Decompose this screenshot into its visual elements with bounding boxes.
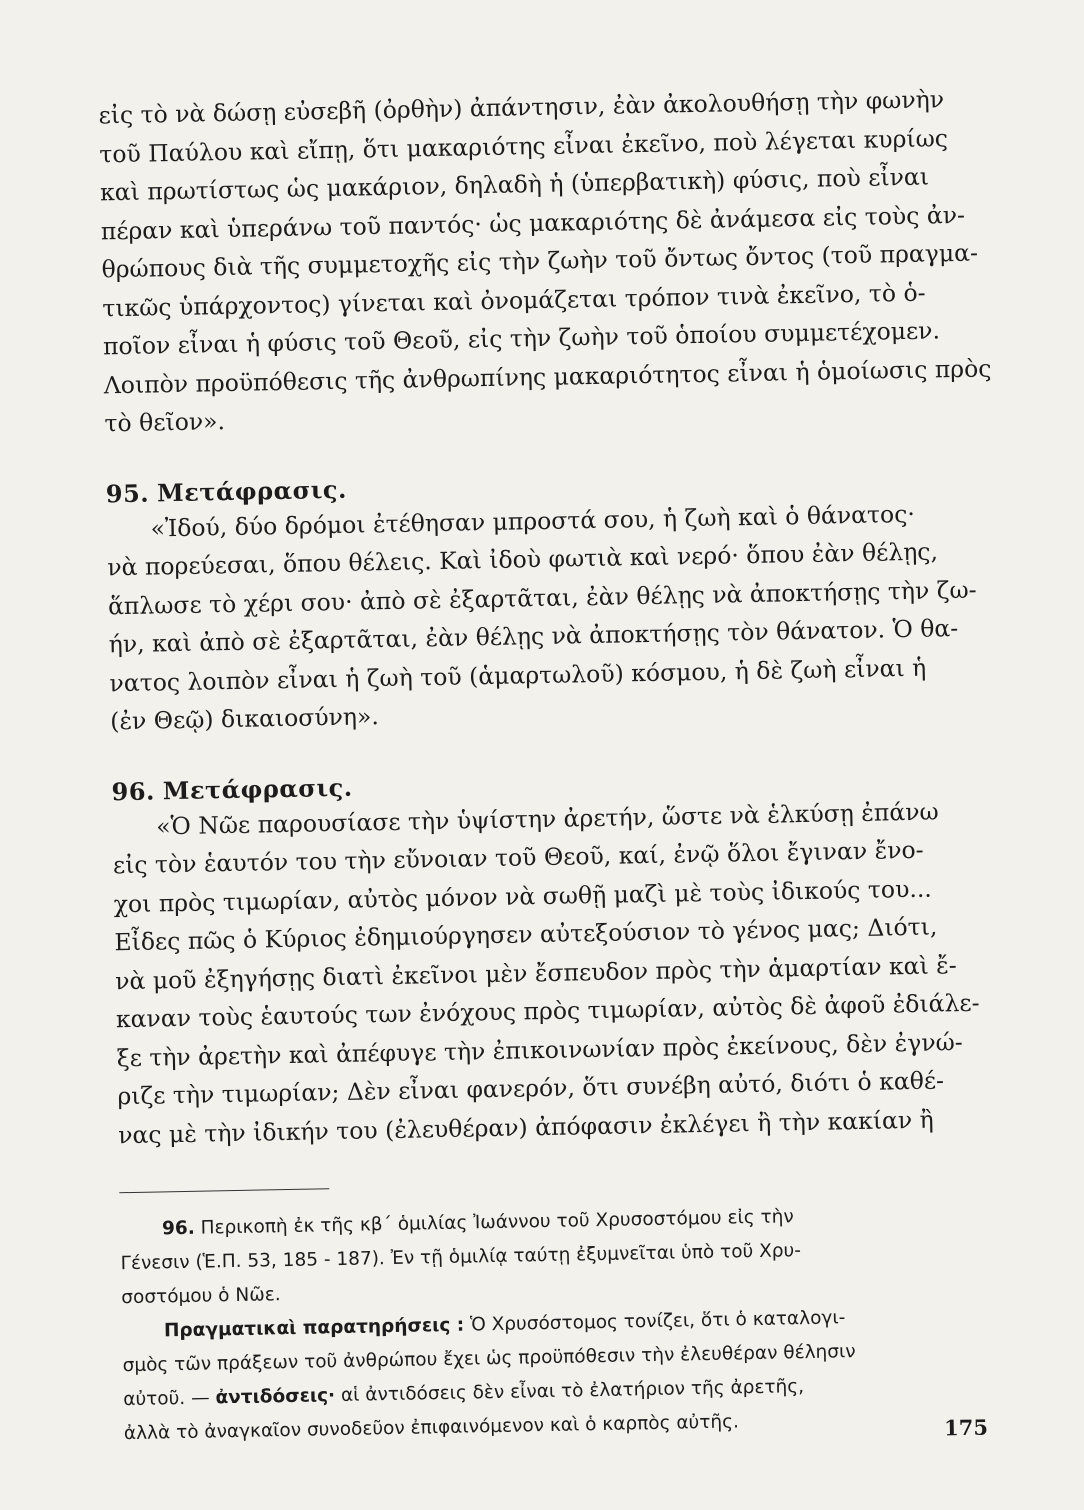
text-line: πέραν καὶ ὑπεράνω τοῦ παντός· ὡς μακαριότης δὲ ἀνάμεσα εἰς τοὺς ἀν- [100,200,966,245]
text-line: τικῶς ὑπάρχοντος) γίνεται καὶ ὀνομάζεται τρόπον τινὰ ἐκεῖνο, τὸ ὁ- [102,278,926,322]
footnote-ref-number: 96. [161,1217,195,1240]
text-line: τὸ θεῖον». [104,407,226,438]
text-line: ριζε τὴν τιμωρίαν; Δὲν εἶναι φανερόν, ὅτι συνέβη αὐτό, διότι ὁ καθέ- [117,1066,945,1111]
page-number: 175 [943,1414,989,1441]
footnote-line: σοστόμου ὁ Νῶε. [121,1284,281,1309]
footnote-divider [119,1188,329,1193]
text-line: θρώπους διὰ τῆς συμμετοχῆς εἰς τὴν ζωὴν τοῦ ὄντως ὄντος (τοῦ πραγμα- [101,238,979,284]
footnote-text: Περικοπὴ ἐκ τῆς κβ΄ ὁμιλίας Ἰωάννου τοῦ Χρυσοστόμου εἰς τὴν [200,1206,794,1239]
footnote-text: αὐτοῦ. — [123,1387,210,1411]
text-line: Εἶδες πῶς ὁ Κύριος ἐδημιούργησεν αὐτεξούσιον τὸ γένος μας; Διότι, [114,912,938,957]
term-label: ἀντιδόσεις· [215,1385,336,1409]
text-line: καναν τοὺς ἑαυτούς των ἐνόχους πρὸς τιμωρίαν, αὐτὸς δὲ ἀφοῦ ἐδιάλε- [115,988,980,1034]
text-line: ἅπλωσε τὸ χέρι σου· ἀπὸ σὲ ἐξαρτᾶται, ἐὰν θέλῃς νὰ ἀποκτήσῃς τὴν ζω- [107,575,977,620]
section-number: 96. [111,775,156,806]
text-line: καὶ πρωτίστως ὡς μακάριον, δηλαδὴ ἡ (ὑπερβατικὴ) φύσις, ποὺ εἶναι [99,162,930,207]
footnote-line: σμὸς τῶν πράξεων τοῦ ἀνθρώπου ἔχει ὡς προϋπόθεσιν τὴν ἐλευθέραν θέλησιν [122,1341,856,1377]
text-line: χοι πρὸς τιμωρίαν, αὐτὸς μόνον νὰ σωθῇ μαζὶ μὲ τοὺς ἰδικούς του... [113,874,932,918]
section-96-text [112,791,984,1154]
footnote-text: Ὁ Χρυσόστομος τονίζει, ὅτι ὁ καταλογι- [469,1307,846,1336]
text-line: νὰ μοῦ ἐξηγήσῃς διατὶ ἐκεῖνοι μὲν ἔσπευδον πρὸς τὴν ἁμαρτίαν καὶ ἔ- [114,950,957,995]
text-line: ποῖον εἶναι ἡ φύσις τοῦ Θεοῦ, εἰς τὴν ζωὴν τοῦ ὁποίου συμμετέχομεν. [102,316,941,361]
notes-label: Πραγματικαὶ παρατηρήσεις : [163,1314,465,1342]
text-line: ξε τὴν ἀρετὴν καὶ ἀπέφυγε τὴν ἐπικοινωνίαν πρὸς ἐκείνους, δὲν ἐγνώ- [116,1027,963,1072]
section-title: Μετάφρασις. [162,772,353,805]
text-line: (ἐν Θεῷ) δικαιοσύνη». [109,702,380,736]
text-line: «Ἰδού, δύο δρόμοι ἐτέθησαν μπροστά σου, ἡ ζωὴ καὶ ὁ θάνατος· [150,499,916,542]
section-title: Μετάφρασις. [156,474,348,507]
section-95-text [106,493,976,741]
text-line: «Ὁ Νῶε παρουσίασε τὴν ὑψίστην ἀρετήν, ὥστε νὰ ἑλκύσῃ ἐπάνω [155,796,939,840]
text-line: ήν, καὶ ἀπὸ σὲ ἐξαρτᾶται, ἐὰν θέλῃς νὰ ἀποκτήσῃς τὸν θάνατον. Ὁ θα- [108,614,959,659]
text-line: εἰς τὸ νὰ δώσῃ εὐσεβῆ (ὀρθὴν) ἀπάντησιν, ἐὰν ἀκολουθήσῃ τὴν φωνὴν [98,85,945,130]
footnote-line: Γένεσιν (Ἑ.Π. 53, 185 - 187). Ἐν τῇ ὁμιλίᾳ ταύτῃ ἐξυμνεῖται ὑπὸ τοῦ Χρυ- [120,1240,802,1275]
footnote-text: αἱ ἀντιδόσεις δὲν εἶναι τὸ ἐλατήριον τῆς ἀρετῆς, [340,1376,805,1407]
section-number: 95. [105,478,150,508]
section-94-continuation [98,80,992,443]
text-line: τοῦ Παύλου καὶ εἴπῃ, ὅτι μακαριότης εἶναι ἐκεῖνο, ποὺ λέγεται κυρίως [99,123,949,168]
footnote [120,1197,990,1452]
text-line: εἰς τὸν ἑαυτόν του τὴν εὔνοιαν τοῦ Θεοῦ, καί, ἐνῷ ὅλοι ἔγιναν ἔνο- [112,835,924,880]
text-line: νατος λοιπὸν εἶναι ἡ ζωὴ τοῦ (ἁμαρτωλοῦ) κόσμου, ἡ δὲ ζωὴ εἶναι ἡ [109,653,927,697]
text-line: Λοιπὸν προϋπόθεσις τῆς ἀνθρωπίνης μακαριότητος εἶναι ἡ ὁμοίωσις πρὸς [103,353,992,399]
text-line: νας μὲ τὴν ἰδικήν του (ἐλευθέραν) ἀπόφασιν ἐκλέγει ἢ τὴν κακίαν ἢ [117,1105,934,1149]
text-line: νὰ πορεύεσαι, ὅπου θέλεις. Καὶ ἰδοὺ φωτιὰ καὶ νερό· ὅπου ἐὰν θέλῃς, [107,537,939,582]
footnote-line: ἀλλὰ τὸ ἀναγκαῖον συνοδεῦον ἐπιφαινόμενον καὶ ὁ καρπὸς αὐτῆς. [123,1411,740,1445]
